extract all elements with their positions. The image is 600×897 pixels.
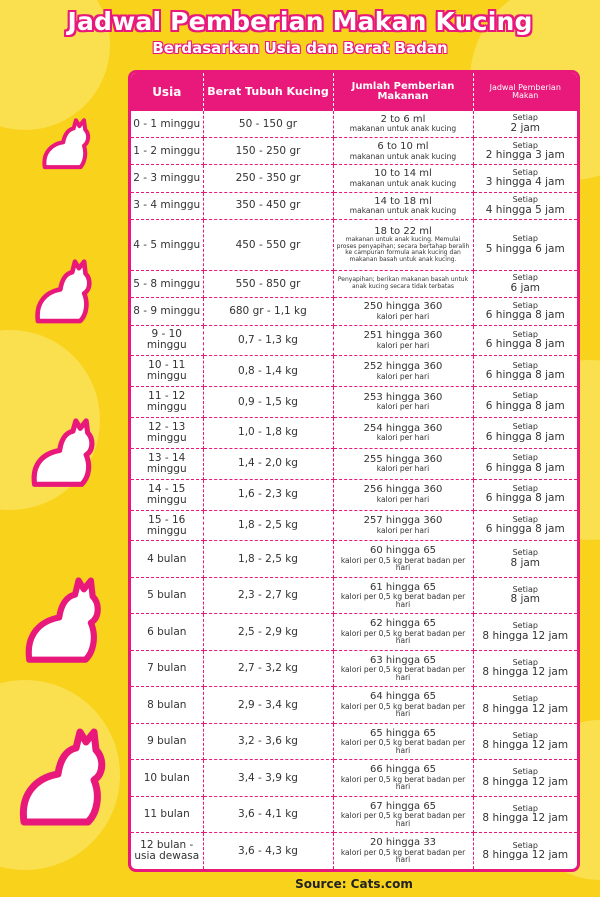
cell-jadwal: [473, 418, 577, 449]
jadwal-setiap: Setiap: [512, 453, 538, 463]
cell-usia: 5 bulan: [131, 577, 203, 614]
jadwal-setiap: Setiap: [512, 514, 538, 524]
cell-jumlah: [333, 796, 473, 833]
table-body: [131, 111, 577, 869]
jadwal-value: 8 hingga 12 jam: [482, 629, 569, 642]
jumlah-value: 255 hingga 360: [363, 453, 443, 465]
jadwal-setiap: Setiap: [512, 300, 538, 310]
jadwal-setiap: Setiap: [512, 694, 538, 704]
cell-berat: 250 - 350 gr: [203, 165, 333, 192]
cell-jumlah: [333, 760, 473, 797]
table-row: [131, 687, 577, 724]
cell-jumlah: [333, 723, 473, 760]
jumlah-note: kalori per hari: [376, 311, 430, 321]
jumlah-note: kalori per 0,5 kg berat badan per hari: [340, 555, 466, 573]
table-row: [131, 510, 577, 541]
source-credit: Source: Cats.com: [295, 877, 413, 891]
cell-jadwal: [473, 687, 577, 724]
jumlah-note: makanan untuk anak kucing: [349, 178, 457, 188]
jadwal-value: 6 hingga 8 jam: [485, 430, 565, 443]
jadwal-setiap: Setiap: [512, 273, 538, 283]
table-row: [131, 760, 577, 797]
cell-usia: 2 - 3 minggu: [131, 165, 203, 192]
table-row: [131, 298, 577, 325]
cell-berat: 1,8 - 2,5 kg: [203, 510, 333, 541]
cell-usia: 6 bulan: [131, 614, 203, 651]
jumlah-value: 67 hingga 65: [369, 800, 437, 812]
cell-berat: 2,3 - 2,7 kg: [203, 577, 333, 614]
jumlah-value: 62 hingga 65: [369, 618, 437, 630]
jumlah-value: 253 hingga 360: [363, 391, 443, 403]
jumlah-note: kalori per 0,5 kg berat badan per hari: [340, 774, 466, 792]
cell-jadwal: [473, 325, 577, 356]
jumlah-note: kalori per hari: [376, 371, 430, 381]
cell-jumlah: [333, 650, 473, 687]
cell-jumlah: [333, 614, 473, 651]
cell-jadwal: [473, 760, 577, 797]
table-row: [131, 541, 577, 578]
cell-jumlah: [333, 577, 473, 614]
jumlah-note: kalori per 0,5 kg berat badan per hari: [340, 701, 466, 719]
cell-usia: 4 bulan: [131, 541, 203, 578]
jumlah-note: kalori per hari: [376, 402, 430, 412]
cat-silhouette-icon: [24, 576, 112, 666]
jumlah-note: kalori per 0,5 kg berat badan per hari: [340, 847, 466, 865]
jumlah-note: makanan untuk anak kucing: [349, 151, 457, 161]
cell-jumlah: [333, 356, 473, 387]
cell-berat: 3,6 - 4,1 kg: [203, 796, 333, 833]
jadwal-value: 5 hingga 6 jam: [485, 242, 565, 255]
cell-jumlah: [333, 387, 473, 418]
cell-berat: 150 - 250 gr: [203, 138, 333, 165]
table-row: [131, 192, 577, 219]
column-header-berat: Berat Tubuh Kucing: [203, 73, 333, 111]
jumlah-value: 60 hingga 65: [369, 545, 437, 557]
jumlah-note: kalori per hari: [376, 433, 430, 443]
jumlah-note: kalori per hari: [376, 340, 430, 350]
cell-usia: 9 bulan: [131, 723, 203, 760]
cell-jumlah: [333, 298, 473, 325]
jadwal-setiap: Setiap: [512, 113, 538, 123]
jumlah-note: kalori per 0,5 kg berat badan per hari: [340, 811, 466, 828]
jumlah-value: 18 to 22 ml: [374, 225, 432, 237]
jumlah-value: 65 hingga 65: [369, 727, 437, 739]
cell-jumlah: [333, 833, 473, 869]
cell-usia: 12 bulan - usia dewasa: [131, 833, 203, 869]
jadwal-value: 6 hingga 8 jam: [485, 399, 565, 412]
cell-jumlah: [333, 418, 473, 449]
cell-berat: 2,5 - 2,9 kg: [203, 614, 333, 651]
jumlah-note: makanan untuk anak kucing: [349, 206, 457, 216]
cell-berat: 1,6 - 2,3 kg: [203, 479, 333, 510]
cell-jadwal: [473, 111, 577, 138]
cell-berat: 0,8 - 1,4 kg: [203, 356, 333, 387]
cat-silhouette-icon: [30, 418, 104, 488]
jadwal-value: 6 jam: [510, 281, 541, 294]
table-row: [131, 387, 577, 418]
jadwal-setiap: Setiap: [512, 167, 538, 177]
jadwal-value: 6 hingga 8 jam: [485, 461, 565, 474]
cell-jumlah: [333, 111, 473, 138]
cell-jadwal: [473, 138, 577, 165]
jumlah-value: 10 to 14 ml: [374, 168, 432, 180]
cell-jadwal: [473, 577, 577, 614]
jumlah-value: 2 to 6 ml: [380, 113, 426, 125]
jumlah-note: Penyapihan; berikan makanan basah untuk anak kucing secara tidak terbatas: [337, 276, 469, 291]
cell-jumlah: [333, 448, 473, 479]
jadwal-value: 3 hingga 4 jam: [485, 176, 565, 189]
cell-jadwal: [473, 298, 577, 325]
cell-berat: 1,8 - 2,5 kg: [203, 541, 333, 578]
table-header-row: [131, 73, 577, 111]
cell-usia: 7 bulan: [131, 650, 203, 687]
jadwal-setiap: Setiap: [512, 621, 538, 631]
jadwal-value: 6 hingga 8 jam: [485, 368, 565, 381]
cell-usia: 9 - 10 minggu: [131, 325, 203, 356]
jumlah-value: 252 hingga 360: [363, 361, 443, 373]
jadwal-setiap: Setiap: [512, 360, 538, 370]
jadwal-setiap: Setiap: [512, 422, 538, 432]
jadwal-setiap: Setiap: [512, 730, 538, 740]
jumlah-value: 257 hingga 360: [363, 515, 443, 527]
cell-jadwal: [473, 510, 577, 541]
jadwal-value: 6 hingga 8 jam: [485, 309, 565, 322]
cell-berat: 350 - 450 gr: [203, 192, 333, 219]
cat-silhouette-icon: [34, 258, 100, 326]
jadwal-setiap: Setiap: [512, 584, 538, 594]
cell-berat: 450 - 550 gr: [203, 220, 333, 271]
jadwal-value: 8 hingga 12 jam: [482, 739, 569, 752]
cell-berat: 0,7 - 1,3 kg: [203, 325, 333, 356]
cell-jumlah: [333, 220, 473, 271]
jumlah-note: kalori per 0,5 kg berat badan per hari: [340, 738, 466, 755]
jumlah-note: kalori per hari: [376, 494, 430, 504]
cell-berat: 550 - 850 gr: [203, 270, 333, 297]
cell-usia: 1 - 2 minggu: [131, 138, 203, 165]
cell-berat: 3,6 - 4,3 kg: [203, 833, 333, 869]
jumlah-value: 254 hingga 360: [363, 422, 443, 434]
jadwal-setiap: Setiap: [512, 140, 538, 150]
jumlah-note: kalori per hari: [376, 464, 430, 474]
cell-usia: 10 bulan: [131, 760, 203, 797]
page-header: [0, 6, 600, 58]
jadwal-value: 6 hingga 8 jam: [485, 338, 565, 351]
jadwal-setiap: Setiap: [512, 195, 538, 205]
column-header-jumlah: Jumlah Pemberian Makanan: [333, 73, 473, 111]
cell-jumlah: [333, 510, 473, 541]
jumlah-note: kalori per 0,5 kg berat badan per hari: [340, 592, 466, 609]
cell-jadwal: [473, 541, 577, 578]
cell-jumlah: [333, 479, 473, 510]
table-row: [131, 356, 577, 387]
cell-jadwal: [473, 192, 577, 219]
jadwal-setiap: Setiap: [512, 329, 538, 339]
cell-berat: 50 - 150 gr: [203, 111, 333, 138]
cat-silhouette-icon: [40, 118, 98, 170]
cell-jadwal: [473, 448, 577, 479]
table-row: [131, 220, 577, 271]
jadwal-setiap: Setiap: [512, 391, 538, 401]
cell-usia: 8 bulan: [131, 687, 203, 724]
cell-jumlah: [333, 325, 473, 356]
table-row: [131, 111, 577, 138]
cell-berat: 1,0 - 1,8 kg: [203, 418, 333, 449]
cell-jadwal: [473, 833, 577, 869]
jadwal-value: 2 hingga 3 jam: [485, 149, 565, 161]
cell-usia: 15 - 16 minggu: [131, 510, 203, 541]
cell-usia: 12 - 13 minggu: [131, 418, 203, 449]
jumlah-value: 63 hingga 65: [369, 654, 437, 666]
cell-jumlah: [333, 165, 473, 192]
cell-usia: 3 - 4 minggu: [131, 192, 203, 219]
cell-berat: 2,7 - 3,2 kg: [203, 650, 333, 687]
table-row: [131, 448, 577, 479]
cell-berat: 3,2 - 3,6 kg: [203, 723, 333, 760]
page-title: Jadwal Pemberian Makan Kucing: [67, 7, 533, 36]
cell-berat: 1,4 - 2,0 kg: [203, 448, 333, 479]
cell-jadwal: [473, 387, 577, 418]
table-row: [131, 577, 577, 614]
cell-usia: 5 - 8 minggu: [131, 270, 203, 297]
jumlah-note: kalori per 0,5 kg berat badan per hari: [340, 628, 466, 646]
table-row: [131, 325, 577, 356]
jumlah-value: 251 hingga 360: [363, 330, 443, 342]
column-header-jadwal: Jadwal Pemberian Makan: [473, 73, 577, 111]
jumlah-value: 250 hingga 360: [363, 301, 443, 313]
jadwal-setiap: Setiap: [512, 803, 538, 813]
cell-berat: 3,4 - 3,9 kg: [203, 760, 333, 797]
cell-usia: 8 - 9 minggu: [131, 298, 203, 325]
cell-jumlah: [333, 270, 473, 297]
jumlah-note: makanan untuk anak kucing: [349, 124, 457, 134]
cell-berat: 2,9 - 3,4 kg: [203, 687, 333, 724]
table-row: [131, 165, 577, 192]
table-row: [131, 138, 577, 165]
jumlah-value: 6 to 10 ml: [377, 141, 429, 153]
table-row: [131, 479, 577, 510]
jadwal-value: 8 hingga 12 jam: [482, 812, 569, 825]
jumlah-value: 66 hingga 65: [369, 764, 437, 776]
cell-usia: 10 - 11 minggu: [131, 356, 203, 387]
table-row: [131, 796, 577, 833]
cell-jumlah: [333, 541, 473, 578]
cell-jumlah: [333, 138, 473, 165]
cell-usia: 4 - 5 minggu: [131, 220, 203, 271]
jadwal-value: 8 jam: [510, 556, 541, 569]
jadwal-value: 8 hingga 12 jam: [482, 702, 569, 715]
jumlah-value: 64 hingga 65: [369, 691, 437, 703]
cell-usia: 13 - 14 minggu: [131, 448, 203, 479]
cell-jadwal: [473, 650, 577, 687]
cell-jadwal: [473, 270, 577, 297]
cell-jadwal: [473, 614, 577, 651]
cell-berat: 680 gr - 1,1 kg: [203, 298, 333, 325]
cell-jadwal: [473, 479, 577, 510]
table-row: [131, 418, 577, 449]
cell-usia: 0 - 1 minggu: [131, 111, 203, 138]
page-subtitle: Berdasarkan Usia dan Berat Badan: [152, 39, 448, 57]
table-row: [131, 833, 577, 869]
cell-jumlah: [333, 192, 473, 219]
cell-jumlah: [333, 687, 473, 724]
cell-jadwal: [473, 165, 577, 192]
jadwal-value: 2 jam: [510, 121, 541, 134]
table-row: [131, 614, 577, 651]
cat-silhouette-icon: [18, 728, 118, 828]
jadwal-setiap: Setiap: [512, 548, 538, 558]
jadwal-setiap: Setiap: [512, 767, 538, 777]
cell-usia: 11 - 12 minggu: [131, 387, 203, 418]
table-row: [131, 270, 577, 297]
cell-berat: 0,9 - 1,5 kg: [203, 387, 333, 418]
cell-jadwal: [473, 356, 577, 387]
jadwal-setiap: Setiap: [512, 840, 538, 850]
jumlah-value: 256 hingga 360: [363, 484, 443, 496]
jadwal-value: 8 hingga 12 jam: [482, 848, 569, 861]
jumlah-value: 20 hingga 33: [369, 837, 437, 849]
cell-usia: 14 - 15 minggu: [131, 479, 203, 510]
cell-usia: 11 bulan: [131, 796, 203, 833]
column-header-usia: Usia: [131, 73, 203, 111]
jumlah-note: makanan untuk anak kucing. Memulai proses penyapihan; secara bertahap beralih ke campuran formula anak kucing dan makanan basah untuk anak kucing.: [336, 236, 470, 263]
jumlah-note: kalori per hari: [376, 525, 430, 535]
jumlah-note: kalori per 0,5 kg berat badan per hari: [340, 665, 466, 682]
jadwal-setiap: Setiap: [512, 234, 538, 244]
cell-jadwal: [473, 220, 577, 271]
table-row: [131, 650, 577, 687]
jumlah-value: 14 to 18 ml: [374, 195, 432, 207]
jadwal-value: 8 hingga 12 jam: [482, 775, 569, 788]
feeding-table: [128, 70, 580, 872]
jumlah-value: 61 hingga 65: [369, 581, 437, 593]
jadwal-value: 6 hingga 8 jam: [485, 523, 565, 536]
jadwal-value: 8 jam: [510, 593, 541, 606]
jadwal-value: 8 hingga 12 jam: [482, 666, 569, 679]
cell-jadwal: [473, 723, 577, 760]
jadwal-setiap: Setiap: [512, 483, 538, 493]
table-row: [131, 723, 577, 760]
jadwal-value: 4 hingga 5 jam: [485, 203, 565, 216]
jadwal-setiap: Setiap: [512, 657, 538, 667]
jadwal-value: 6 hingga 8 jam: [485, 492, 565, 505]
cell-jadwal: [473, 796, 577, 833]
